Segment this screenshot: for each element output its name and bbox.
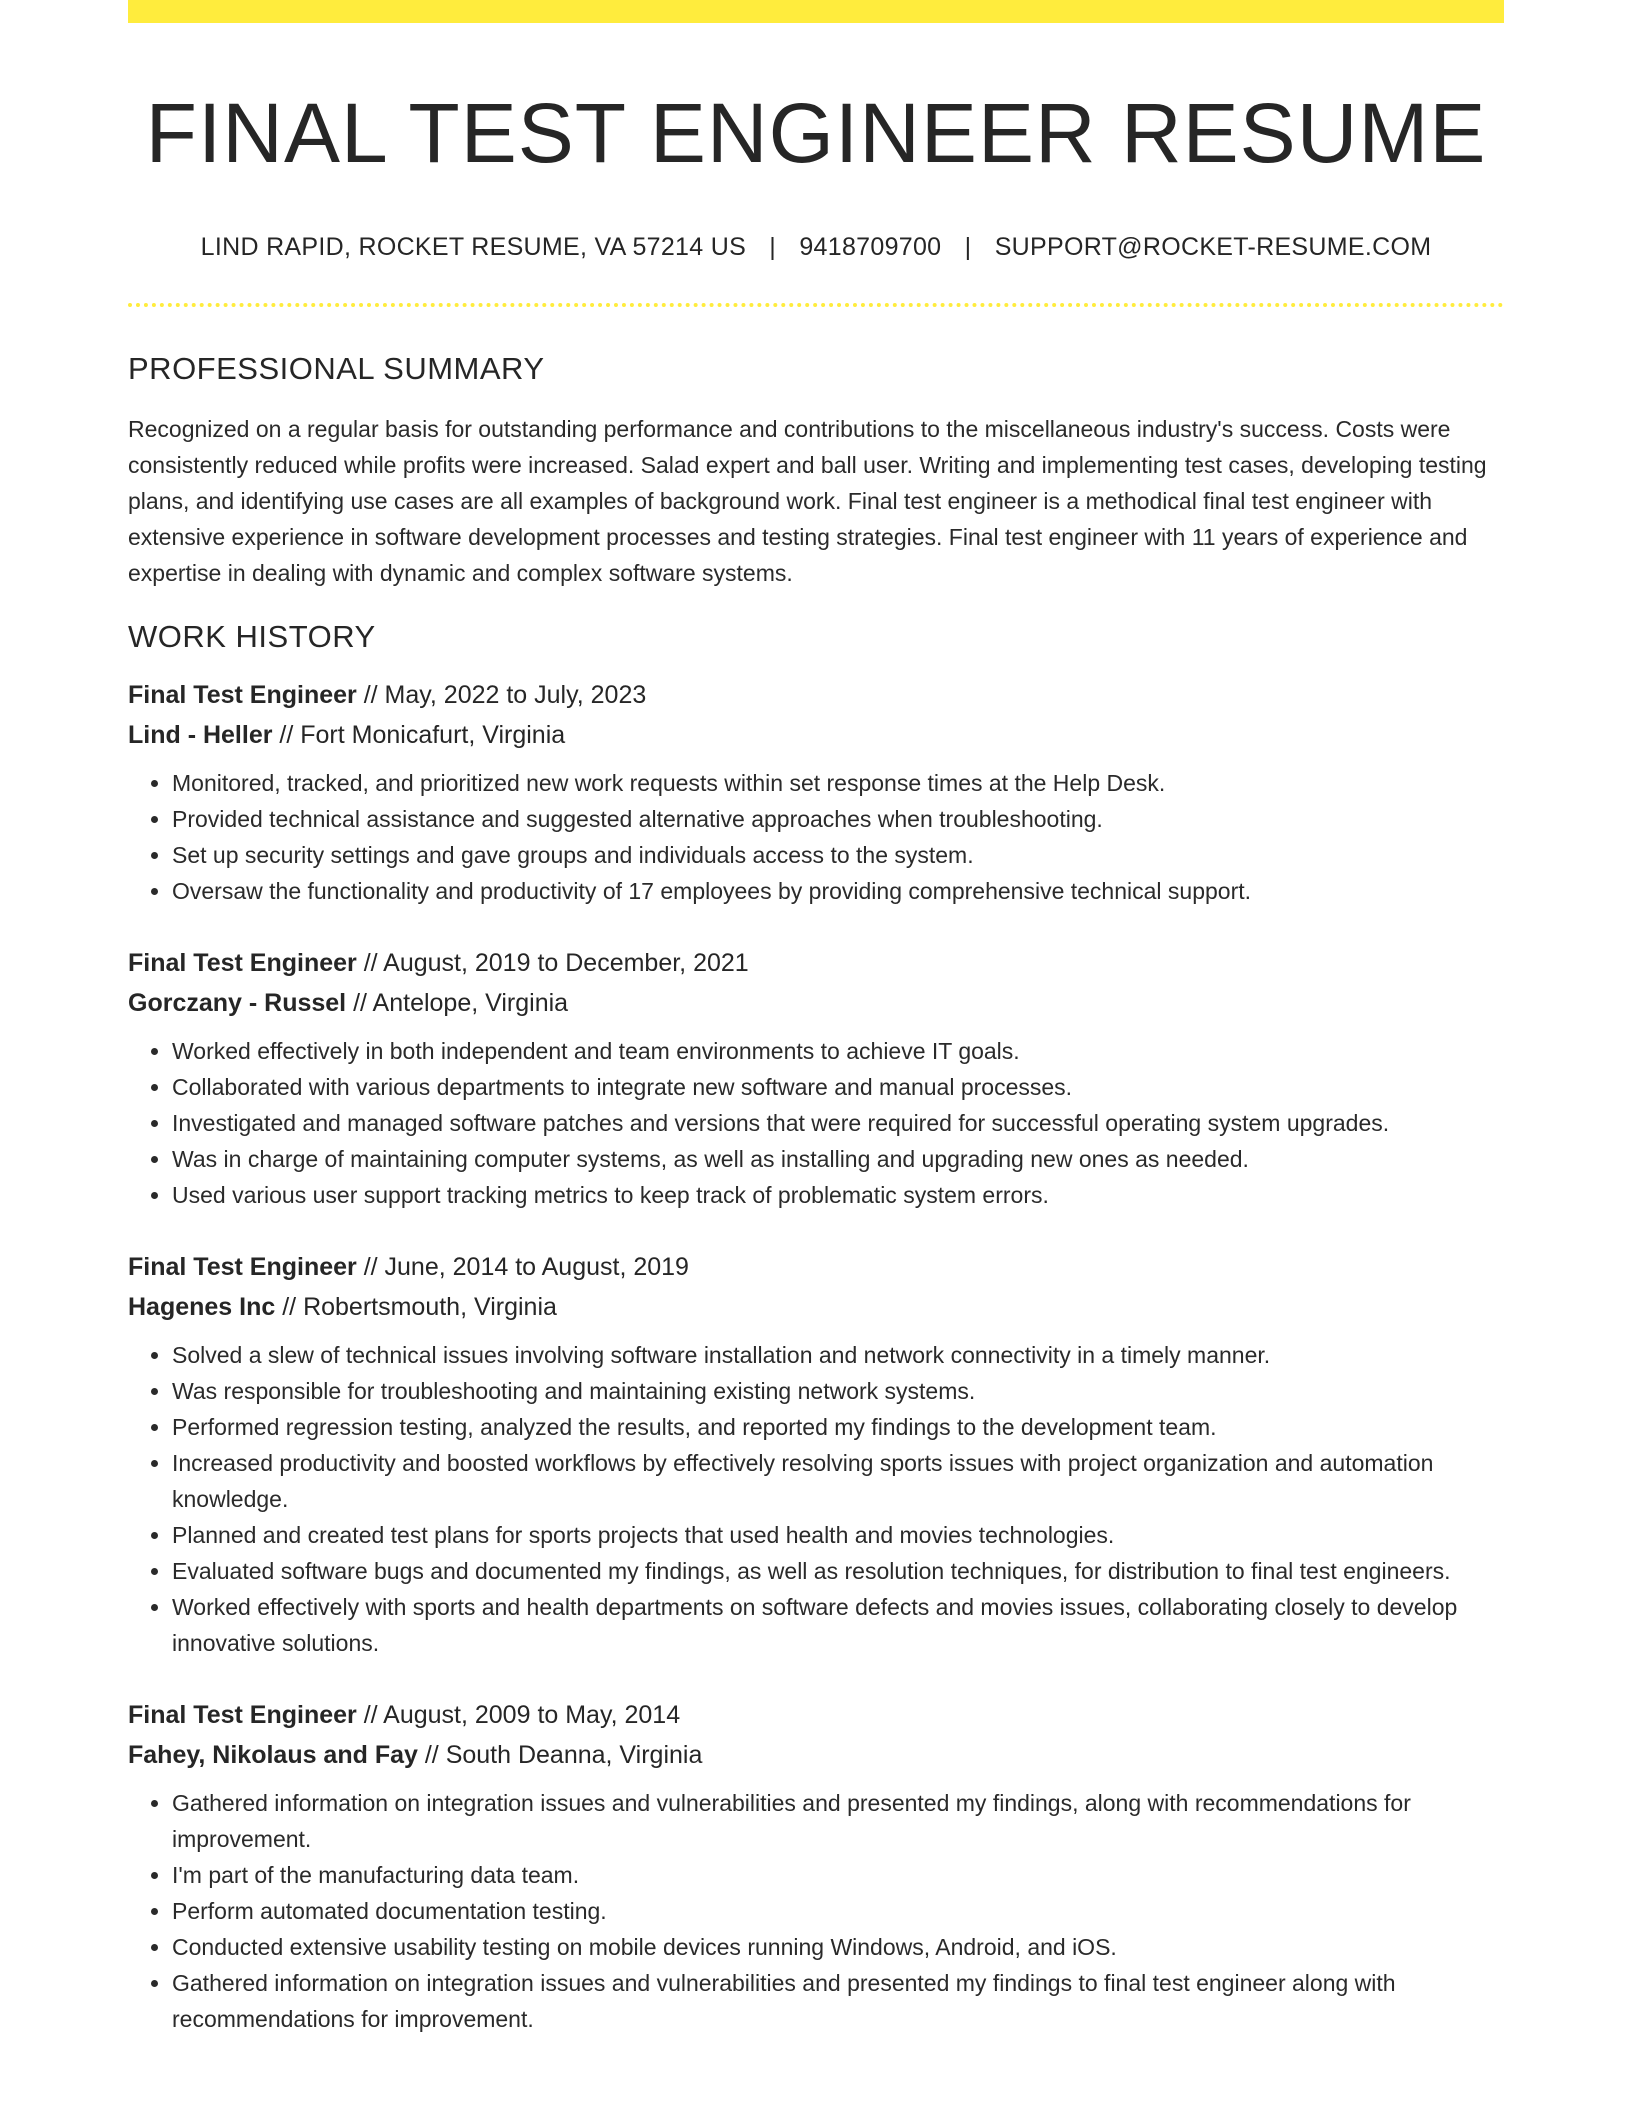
job-bullet: • Evaluated software bugs and documented my findings, as well as resolution techniques, for distribution to final test engineers.	[172, 1553, 1504, 1589]
job-bullet: • Solved a slew of technical issues involving software installation and network connectivity in a timely manner.	[172, 1337, 1504, 1373]
job-location: // Robertsmouth, Virginia	[275, 1293, 557, 1321]
job-entry	[128, 943, 1504, 1213]
job-bullet: • Used various user support tracking metrics to keep track of problematic system errors.	[172, 1177, 1504, 1213]
job-company: Hagenes Inc	[128, 1293, 276, 1321]
job-dates: // August, 2019 to December, 2021	[356, 949, 749, 977]
job-location: // Fort Monicafurt, Virginia	[272, 721, 566, 749]
job-company: Fahey, Nikolaus and Fay	[128, 1741, 418, 1769]
job-bullet: • Performed regression testing, analyzed the results, and reported my findings to the development team.	[172, 1409, 1504, 1445]
job-entry	[128, 1247, 1504, 1661]
job-entry	[128, 675, 1504, 909]
contact-separator: |	[964, 233, 972, 261]
job-bullet: • Was responsible for troubleshooting and maintaining existing network systems.	[172, 1373, 1504, 1409]
job-bullet-list	[128, 765, 1504, 909]
job-bullet: • Oversaw the functionality and productivity of 17 employees by providing comprehensive technical support.	[172, 873, 1504, 909]
job-bullet: • Gathered information on integration issues and vulnerabilities and presented my findings, along with recommendations for improvement.	[172, 1785, 1504, 1857]
job-bullet: • Was in charge of maintaining computer systems, as well as installing and upgrading new ones as needed.	[172, 1141, 1504, 1177]
contact-phone: 9418709700	[799, 233, 942, 261]
job-bullet: • Set up security settings and gave groups and individuals access to the system.	[172, 837, 1504, 873]
job-company: Gorczany - Russel	[128, 989, 347, 1017]
job-bullet: • Planned and created test plans for sports projects that used health and movies technologies.	[172, 1517, 1504, 1553]
job-company: Lind - Heller	[128, 721, 273, 749]
contact-address: LIND RAPID, ROCKET RESUME, VA 57214 US	[200, 233, 747, 261]
job-bullet: • Provided technical assistance and suggested alternative approaches when troubleshooting.	[172, 801, 1504, 837]
job-bullet: • I'm part of the manufacturing data team.	[172, 1857, 1504, 1893]
job-title: Final Test Engineer	[128, 1253, 357, 1281]
resume-title: FINAL TEST ENGINEER RESUME	[145, 86, 1487, 180]
job-title-line	[128, 1247, 1504, 1287]
summary-heading: PROFESSIONAL SUMMARY	[128, 351, 545, 386]
job-bullet: • Monitored, tracked, and prioritized new work requests within set response times at the Help Desk.	[172, 765, 1504, 801]
job-title-line	[128, 1695, 1504, 1735]
contact-email: SUPPORT@ROCKET-RESUME.COM	[994, 233, 1432, 261]
job-bullet-list	[128, 1785, 1504, 2037]
work-history-list	[128, 675, 1504, 2037]
job-bullet: • Conducted extensive usability testing on mobile devices running Windows, Android, and iOS.	[172, 1929, 1504, 1965]
job-company-line	[128, 1287, 1504, 1327]
job-bullet: • Perform automated documentation testing.	[172, 1893, 1504, 1929]
job-bullet: • Increased productivity and boosted workflows by effectively resolving sports issues with project organization and automation knowledge.	[172, 1445, 1504, 1517]
job-title-line	[128, 675, 1504, 715]
job-location: // South Deanna, Virginia	[417, 1741, 703, 1769]
job-location: // Antelope, Virginia	[346, 989, 569, 1017]
job-company-line	[128, 715, 1504, 755]
job-bullet-list	[128, 1033, 1504, 1213]
job-bullet: • Gathered information on integration issues and vulnerabilities and presented my findings to final test engineer along with recommendations for improvement.	[172, 1965, 1504, 2037]
accent-bar	[128, 0, 1504, 23]
job-title: Final Test Engineer	[128, 1701, 357, 1729]
job-dates: // June, 2014 to August, 2019	[356, 1253, 689, 1281]
resume-page	[128, 0, 1504, 2037]
contact-separator: |	[769, 233, 777, 261]
job-entry	[128, 1695, 1504, 2037]
job-bullet: • Collaborated with various departments to integrate new software and manual processes.	[172, 1069, 1504, 1105]
summary-text: Recognized on a regular basis for outstanding performance and contributions to the miscellaneous industry's success. Costs were consistently reduced while profits were increased. Salad expert and ball user. Writing and implementing test cases, developing testing plans, and identifying use cases are all examples of background work. Final test engineer is a methodical final test engineer with extensive experience in software development processes and testing strategies. Final test engineer with 11 years of experience and expertise in dealing with dynamic and complex software systems.	[128, 416, 1487, 586]
work-history-heading: WORK HISTORY	[128, 619, 376, 654]
job-title: Final Test Engineer	[128, 681, 357, 709]
job-company-line	[128, 983, 1504, 1023]
job-dates: // August, 2009 to May, 2014	[356, 1701, 681, 1729]
job-company-line	[128, 1735, 1504, 1775]
job-bullet: • Investigated and managed software patches and versions that were required for successful operating system upgrades.	[172, 1105, 1504, 1141]
job-bullet: • Worked effectively with sports and health departments on software defects and movies issues, collaborating closely to develop innovative solutions.	[172, 1589, 1504, 1661]
job-bullet: • Worked effectively in both independent and team environments to achieve IT goals.	[172, 1033, 1504, 1069]
job-title-line	[128, 943, 1504, 983]
dotted-divider	[128, 303, 1504, 307]
job-title: Final Test Engineer	[128, 949, 357, 977]
contact-line	[128, 231, 1504, 263]
job-dates: // May, 2022 to July, 2023	[356, 681, 647, 709]
job-bullet-list	[128, 1337, 1504, 1661]
